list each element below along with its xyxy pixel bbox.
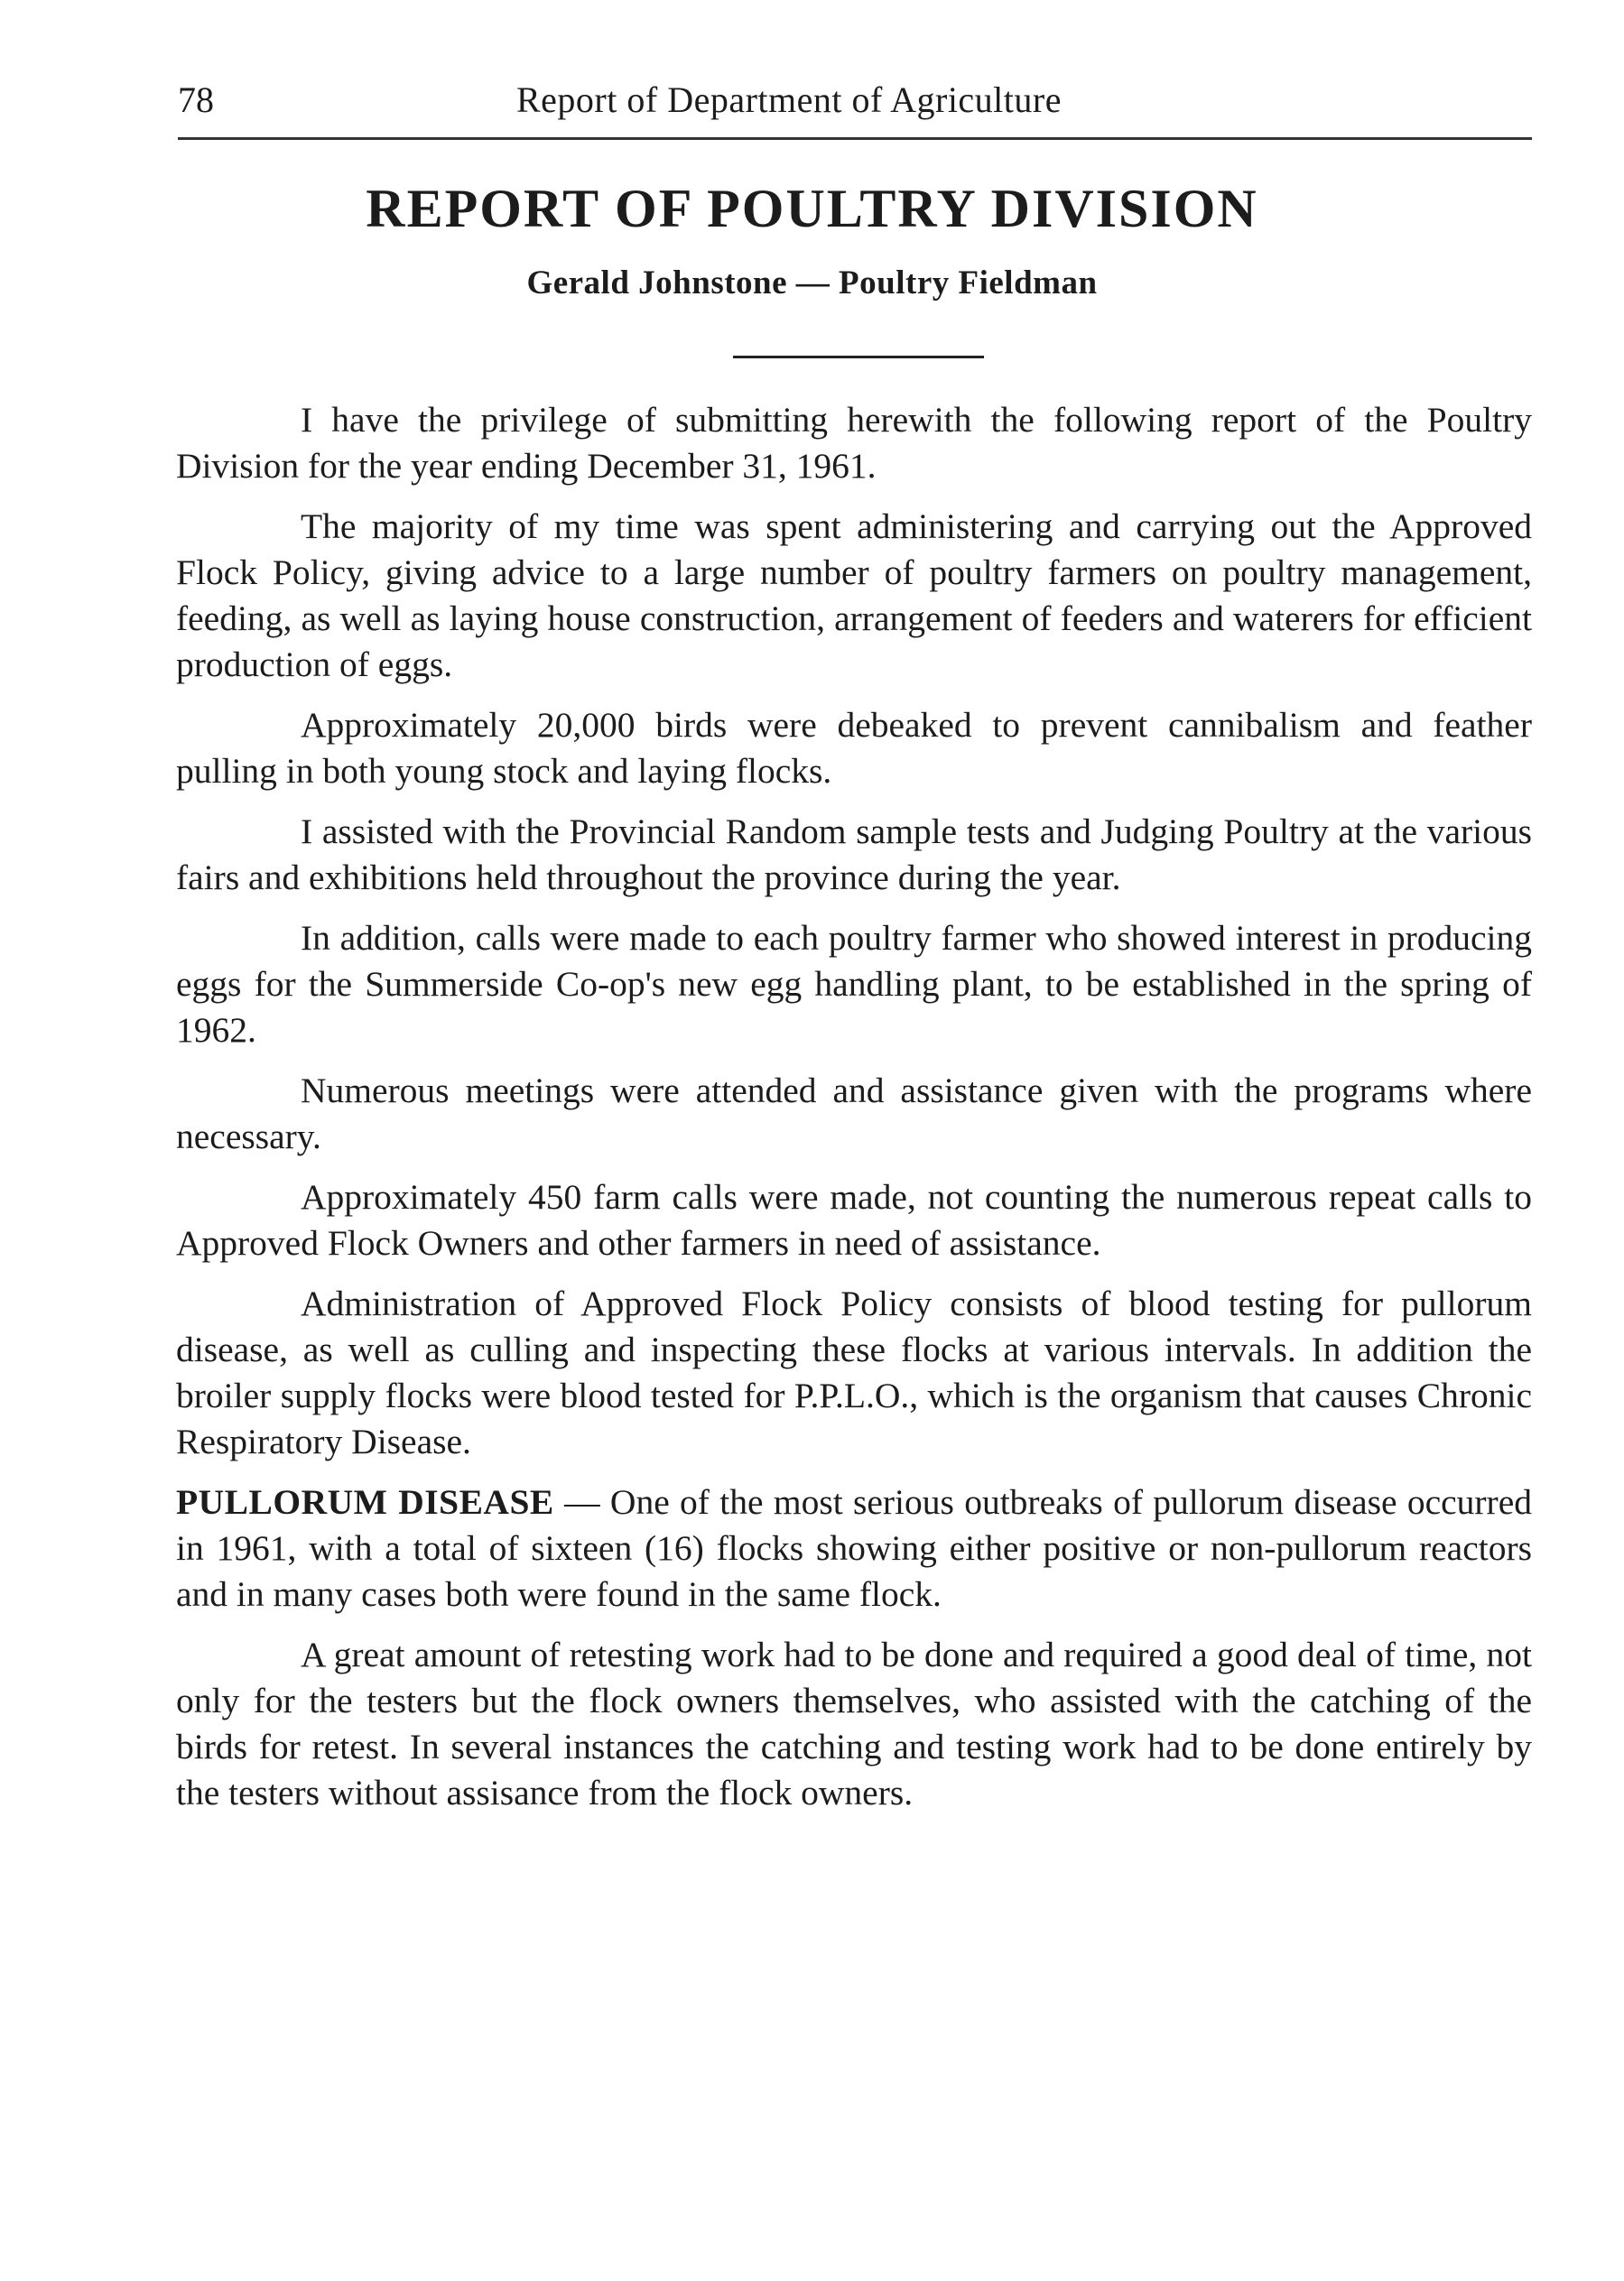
header-rule	[178, 137, 1532, 140]
pullorum-text: One of the most serious outbreaks of pullorum disease occurred in 1961, with a total of sixteen (16) flocks showing either positive or non-pullorum reactors and in many cases both were found in the same flock.	[176, 1482, 1532, 1614]
byline: Gerald Johnstone — Poultry Fieldman	[526, 264, 1098, 301]
paragraph-farm-calls: Approximately 450 farm calls were made, not counting the numerous repeat calls to Approved Flock Owners and other farmers in need of assistance.	[176, 1177, 1532, 1263]
pullorum-separator: —	[553, 1482, 610, 1522]
report-title: REPORT OF POULTRY DIVISION	[366, 179, 1258, 238]
paragraph-random-sample: I assisted with the Provincial Random sample tests and Judging Poultry at the various fairs and exhibitions held throughout the province during the year.	[176, 811, 1532, 897]
pullorum-heading: PULLORUM DISEASE	[176, 1482, 554, 1522]
paragraph-intro: I have the privilege of submitting herewith the following report of the Poultry Division for the year ending December 31, 1961.	[176, 400, 1532, 486]
paragraph-approved-flock: The majority of my time was spent administering and carrying out the Approved Flock Policy, giving advice to a large number of poultry farmers on poultry management, feeding, as well as laying house construction, arrangement of feeders and waterers for efficient production of eggs.	[176, 506, 1532, 684]
paragraph-summerside: In addition, calls were made to each poultry farmer who showed interest in producing eggs for the Summerside Co-op's new egg handling plant, to be established in the spring of 1962.	[176, 918, 1532, 1050]
page-number: 78	[178, 79, 214, 120]
paragraph-meetings: Numerous meetings were attended and assistance given with the programs where necessary.	[176, 1071, 1532, 1156]
paragraph-debeaking: Approximately 20,000 birds were debeaked to prevent cannibalism and feather pulling in both young stock and laying flocks.	[176, 705, 1532, 791]
byline-rule	[733, 356, 984, 358]
paragraph-administration: Administration of Approved Flock Policy consists of blood testing for pullorum disease, as well as culling and inspecting these flocks at various intervals. In addition the broiler supply flocks were blood tested for P.P.L.O., which is the organism that causes Chronic Respiratory Disease.	[176, 1284, 1532, 1461]
body-text	[176, 397, 1532, 1831]
paragraph-pullorum	[176, 1479, 1532, 1618]
paragraph-retesting: A great amount of retesting work had to be done and required a good deal of time, not only for the testers but the flock owners themselves, who assisted with the catching of the birds for retest. In several instances the catching and testing work had to be done entirely by the testers without assisance from the flock owners.	[176, 1635, 1532, 1813]
running-title: Report of Department of Agriculture	[516, 79, 1062, 120]
running-head	[178, 78, 1532, 123]
